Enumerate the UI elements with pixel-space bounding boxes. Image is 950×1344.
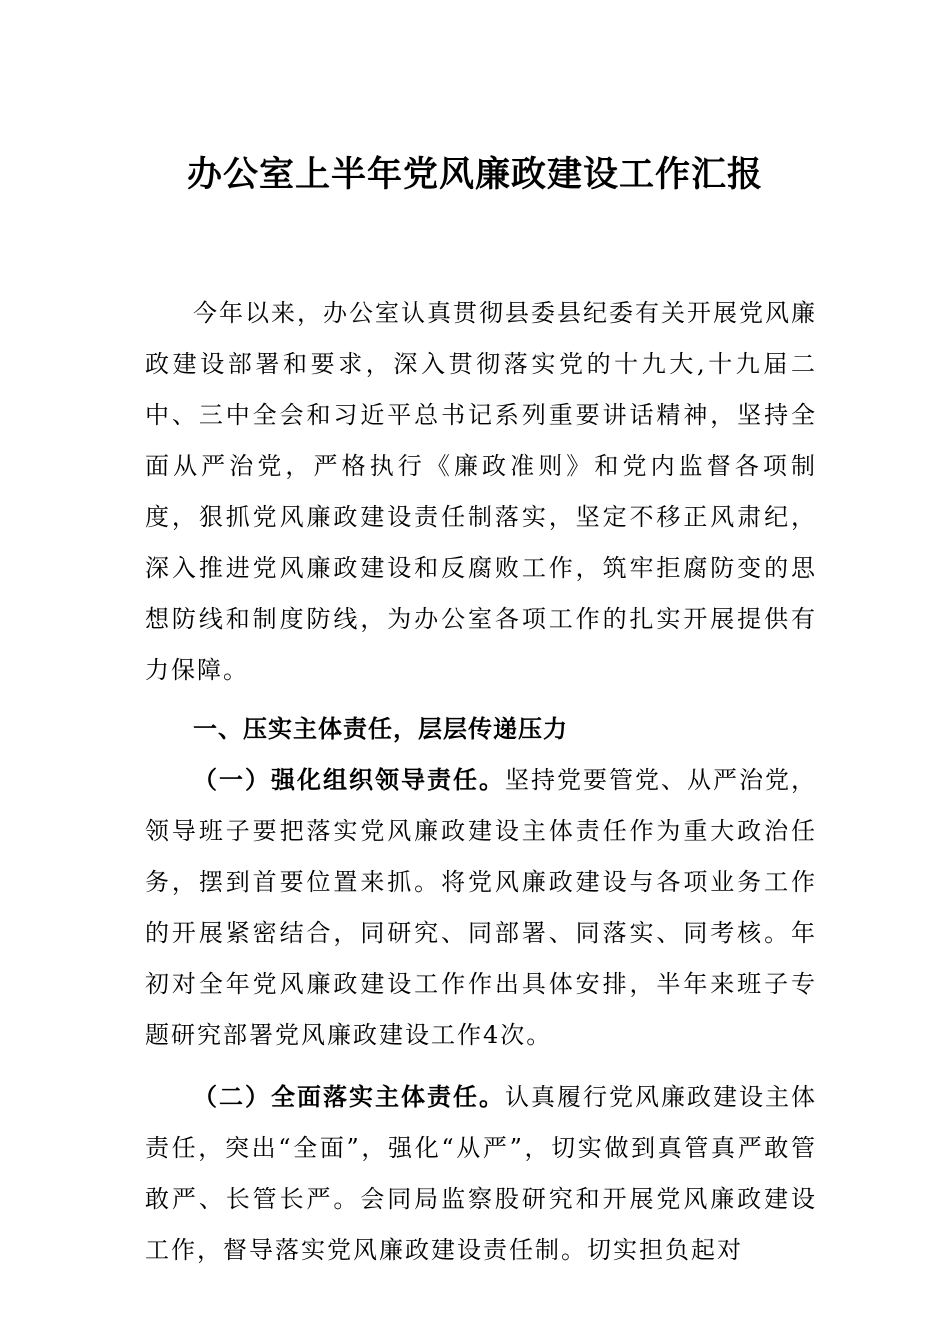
document-body xyxy=(145,288,817,1276)
intro-paragraph: 今年以来，办公室认真贯彻县委县纪委有关开展党风廉政建设部署和要求，深入贯彻落实党的十九大,十九届二中、三中全会和习近平总书记系列重要讲话精神，坚持全面从严治党，严格执行《廉政准则》和党内监督各项制度，狠抓党风廉政建设责任制落实，坚定不移正风肃纪，深入推进党风廉政建设和反腐败工作，筑牢拒腐防变的思想防线和制度防线，为办公室各项工作的扎实开展提供有力保障。 xyxy=(145,299,817,684)
item2-text: 认真履行党风廉政建设主体责任，突出“全面”，强化“从严”，切实做到真管真严敢管敢严、长管长严。会同局监察股研究和开展党风廉政建设工作，督导落实党风廉政建设责任制。切实担负起对 xyxy=(145,1083,817,1264)
section1-item1-paragraph xyxy=(145,755,817,1061)
item2-lead: （二）全面落实主体责任。 xyxy=(193,1083,505,1111)
item1-text: 坚持党要管党、从严治党，领导班子要把落实党风廉政建设主体责任作为重大政治任务，摆到首要位置来抓。将党风廉政建设与各项业务工作的开展紧密结合，同研究、同部署、同落实、同考核。年初对全年党风廉政建设工作作出具体安排，半年来班子专题研究部署党风廉政建设工作4次。 xyxy=(145,766,817,1049)
section1-item2-paragraph xyxy=(145,1072,817,1276)
section-heading-1: 一、压实主体责任，层层传递压力 xyxy=(193,715,568,743)
document-title: 办公室上半年党风廉政建设工作汇报 xyxy=(186,154,763,195)
item1-lead: （一）强化组织领导责任。 xyxy=(193,766,505,794)
